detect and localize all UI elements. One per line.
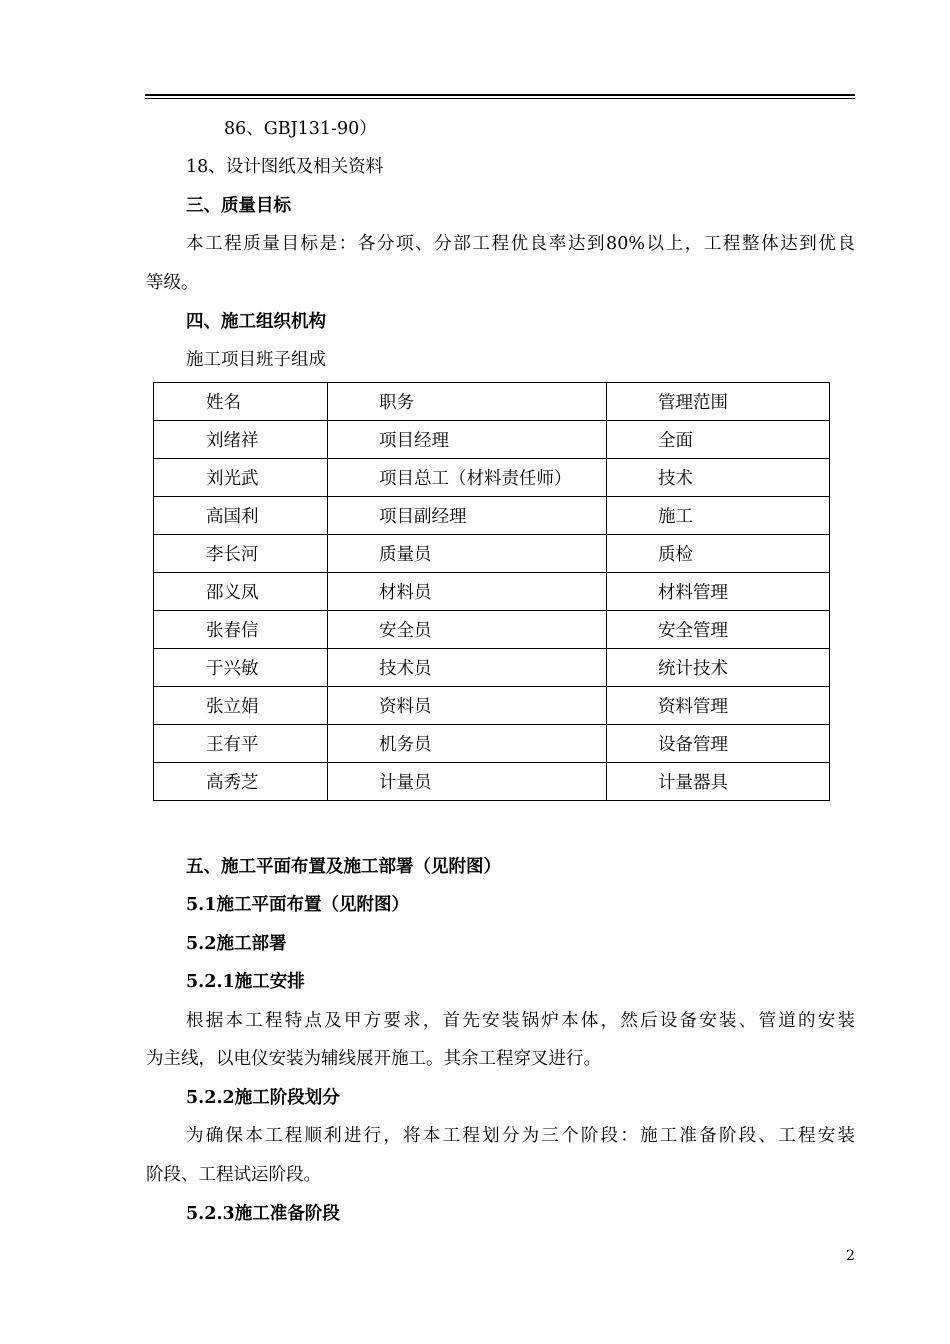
table-cell-name: 高国利 (154, 497, 328, 535)
paragraph-stages-line2: 阶段、工程试运阶段。 (146, 1165, 321, 1185)
table-header-name: 姓名 (154, 383, 328, 421)
table-row (154, 611, 830, 649)
subsection-heading-5-2-2: 5.2.2施工阶段划分 (186, 1088, 340, 1108)
table-cell-position: 项目总工（材料责任师） (328, 459, 607, 497)
table-header-position: 职务 (328, 383, 607, 421)
table-cell-position: 质量员 (328, 535, 607, 573)
table-cell-name: 高秀芝 (154, 763, 328, 801)
table-header-scope: 管理范围 (607, 383, 830, 421)
table-cell-scope: 材料管理 (607, 573, 830, 611)
table-cell-name: 张立娟 (154, 687, 328, 725)
team-table-caption: 施工项目班子组成 (186, 350, 326, 370)
table-row (154, 687, 830, 725)
text-line-standard-code: 86、GBJ131-90） (224, 119, 377, 139)
table-cell-name: 张春信 (154, 611, 328, 649)
section-heading-layout-deployment: 五、施工平面布置及施工部署（见附图） (186, 857, 501, 877)
table-cell-scope: 资料管理 (607, 687, 830, 725)
table-cell-scope: 统计技术 (607, 649, 830, 687)
table-cell-position: 安全员 (328, 611, 607, 649)
table-cell-name: 刘绪祥 (154, 421, 328, 459)
table-cell-name: 刘光武 (154, 459, 328, 497)
subsection-heading-5-2-1: 5.2.1施工安排 (186, 972, 305, 992)
paragraph-quality-goal-line2: 等级。 (146, 273, 199, 293)
table-cell-position: 材料员 (328, 573, 607, 611)
section-heading-quality-goal: 三、质量目标 (186, 196, 291, 216)
table-cell-scope: 技术 (607, 459, 830, 497)
table-cell-position: 机务员 (328, 725, 607, 763)
table-row (154, 573, 830, 611)
table-cell-name: 邵义凤 (154, 573, 328, 611)
table-cell-scope: 全面 (607, 421, 830, 459)
paragraph-stages-line1: 为确保本工程顺利进行，将本工程划分为三个阶段：施工准备阶段、工程安装 (186, 1126, 855, 1146)
header-rule-thick (145, 94, 855, 96)
section-heading-organization: 四、施工组织机构 (186, 312, 326, 332)
table-cell-scope: 设备管理 (607, 725, 830, 763)
table-cell-name: 李长河 (154, 535, 328, 573)
table-cell-scope: 安全管理 (607, 611, 830, 649)
table-cell-name: 于兴敏 (154, 649, 328, 687)
header-rule-thin (145, 98, 855, 99)
table-cell-position: 技术员 (328, 649, 607, 687)
table-cell-position: 项目经理 (328, 421, 607, 459)
table-header-row (154, 383, 830, 421)
table-cell-scope: 计量器具 (607, 763, 830, 801)
table-cell-name: 王有平 (154, 725, 328, 763)
subsection-heading-5-2: 5.2施工部署 (186, 934, 287, 954)
paragraph-arrangement-line2: 为主线，以电仪安装为辅线展开施工。其余工程穿叉进行。 (146, 1049, 601, 1069)
table-row (154, 535, 830, 573)
table-row (154, 459, 830, 497)
table-row (154, 725, 830, 763)
subsection-heading-5-2-3: 5.2.3施工准备阶段 (186, 1204, 340, 1224)
table-cell-position: 项目副经理 (328, 497, 607, 535)
table-cell-position: 资料员 (328, 687, 607, 725)
table-row (154, 497, 830, 535)
text-line-design-drawings: 18、设计图纸及相关资料 (186, 157, 384, 177)
table-row (154, 421, 830, 459)
paragraph-quality-goal-line1: 本工程质量目标是：各分项、分部工程优良率达到80%以上，工程整体达到优良 (186, 234, 855, 254)
subsection-heading-5-1: 5.1施工平面布置（见附图） (186, 895, 409, 915)
paragraph-arrangement-line1: 根据本工程特点及甲方要求，首先安装锅炉本体，然后设备安装、管道的安装 (186, 1011, 855, 1031)
table-cell-scope: 施工 (607, 497, 830, 535)
table-cell-position: 计量员 (328, 763, 607, 801)
table-cell-scope: 质检 (607, 535, 830, 573)
table-row (154, 763, 830, 801)
page-number: 2 (846, 1248, 855, 1264)
table-row (154, 649, 830, 687)
team-table (153, 382, 830, 801)
